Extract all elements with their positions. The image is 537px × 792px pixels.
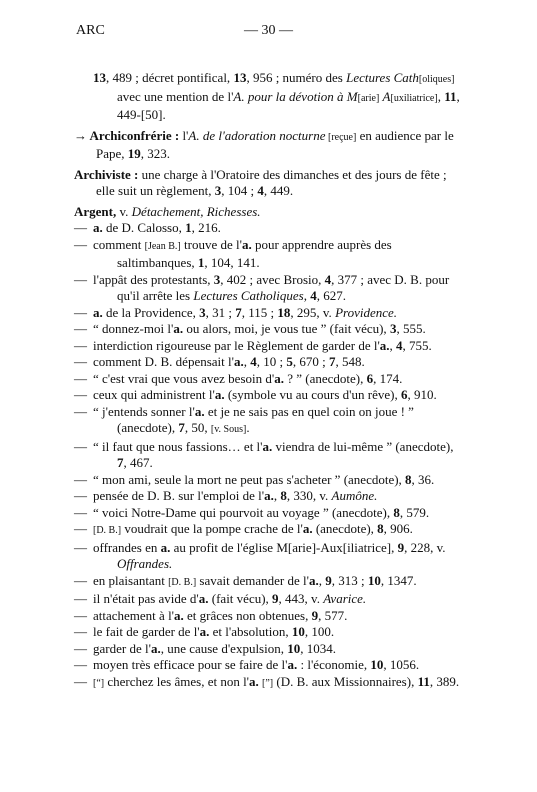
text-run: , 1347. bbox=[380, 572, 417, 588]
text-run: 9 bbox=[325, 572, 332, 588]
text-run: a. bbox=[150, 640, 161, 656]
subentry-dash: — bbox=[74, 607, 87, 623]
text-run: , 489 ; décret pontifical, bbox=[106, 70, 234, 85]
text-run: une charge à l'Oratoire des dimanches et des jours de fête ; elle suit un règlement, bbox=[96, 166, 447, 198]
text-run: a. bbox=[233, 354, 244, 369]
subentry bbox=[74, 338, 464, 355]
text-run: “ c'est vrai que vous avez besoin d' bbox=[93, 370, 275, 386]
text-run: , 1034. bbox=[300, 640, 336, 656]
text-run: → bbox=[74, 127, 90, 143]
text-run: , 389. bbox=[429, 673, 460, 689]
text-run: , 174. bbox=[373, 370, 403, 386]
text-run: a. bbox=[274, 370, 284, 386]
text-run: ceux qui administrent l' bbox=[93, 387, 215, 402]
text-run: “ j'entends sonner l' bbox=[93, 403, 195, 419]
text-run: moyen très efficace pour se faire de l' bbox=[93, 657, 288, 672]
text-run: pensée de D. B. sur l'emploi de l' bbox=[93, 488, 265, 503]
text-run: a. bbox=[308, 572, 319, 588]
text-run: 10 bbox=[291, 624, 305, 639]
text-run: Archiconfrérie : bbox=[89, 127, 180, 143]
text-run: , 36. bbox=[411, 471, 435, 487]
text-run: et grâces non obtenues, bbox=[183, 607, 312, 623]
text-run: 7 bbox=[328, 354, 336, 369]
text-run: en plaisantant bbox=[93, 572, 169, 588]
subentry bbox=[74, 305, 464, 322]
text-run: a. bbox=[214, 387, 225, 402]
text-run: 13 bbox=[93, 70, 106, 85]
text-run: avec une mention de l' bbox=[117, 88, 234, 104]
text-run: 4 bbox=[324, 271, 332, 287]
text-run: , bbox=[318, 572, 326, 588]
text-run: 6 bbox=[366, 370, 374, 386]
page-header bbox=[76, 23, 461, 41]
text-run: attachement à l' bbox=[93, 607, 175, 623]
text-run: Archiviste : bbox=[74, 166, 139, 182]
text-run: 8 bbox=[405, 471, 412, 487]
text-run: v. bbox=[116, 203, 132, 219]
text-run: “ voici Notre-Dame qui pourvoit au voyage ” (anecdote), bbox=[93, 504, 394, 520]
text-run: 9 bbox=[272, 591, 279, 606]
text-run: , 295, v. bbox=[290, 304, 336, 320]
subentry-dash: — bbox=[74, 304, 87, 320]
text-run: [uxiliatrice] bbox=[390, 92, 438, 104]
text-run: . bbox=[246, 420, 250, 435]
text-run: , 50, bbox=[184, 420, 211, 435]
text-run: , bbox=[389, 337, 397, 353]
subentry bbox=[74, 674, 464, 693]
subentry bbox=[74, 505, 464, 522]
subentry-dash: — bbox=[74, 370, 87, 386]
text-run: “ il faut que nous fassions… et l' bbox=[93, 438, 263, 454]
subentry-dash: — bbox=[74, 387, 87, 402]
subentry bbox=[74, 624, 464, 641]
text-run: a. bbox=[264, 488, 274, 503]
subentry bbox=[74, 591, 464, 608]
text-run: (fait vécu), bbox=[208, 591, 273, 606]
text-run: a. bbox=[287, 657, 298, 672]
text-run: , 443, v. bbox=[278, 591, 324, 606]
text-run: a. bbox=[198, 591, 209, 606]
text-run: , bbox=[273, 488, 281, 503]
subentry bbox=[74, 272, 464, 305]
text-run: [reçue] bbox=[325, 131, 357, 143]
text-run: , bbox=[243, 354, 251, 369]
text-run: de la Providence, bbox=[102, 304, 200, 320]
text-run: , 330, v. bbox=[286, 488, 332, 503]
text-run: 19 bbox=[127, 146, 141, 161]
page-number: — 30 — bbox=[244, 23, 293, 38]
subentry-dash: — bbox=[74, 572, 87, 588]
text-run: 4 bbox=[310, 288, 317, 303]
argent-subentries bbox=[74, 220, 464, 692]
text-run: , 577. bbox=[318, 607, 348, 623]
text-run: A. de l'adoration nocturne bbox=[188, 127, 326, 143]
text-run: 11 bbox=[444, 88, 457, 104]
text-run: (anecdote), bbox=[312, 521, 378, 536]
text-run: pour apprendre auprès des saltimbanques, bbox=[117, 236, 392, 270]
subentry-dash: — bbox=[74, 624, 87, 639]
running-head: ARC bbox=[76, 23, 105, 38]
text-run: de D. Calosso, bbox=[102, 220, 186, 235]
text-run: au profit de l'église M[arie]-Aux[iliatrice], bbox=[170, 539, 398, 555]
subentry bbox=[74, 657, 464, 674]
text-run: Argent, bbox=[74, 203, 117, 219]
text-run: Lectures Cath bbox=[346, 70, 419, 85]
text-run: “ donnez-moi l' bbox=[93, 321, 174, 336]
subentry bbox=[74, 439, 464, 472]
text-run: garder de l' bbox=[93, 640, 151, 656]
subentry bbox=[74, 540, 464, 573]
subentry bbox=[74, 387, 464, 404]
text-run: cherchez les âmes, et non l' bbox=[104, 673, 250, 689]
subentry-dash: — bbox=[74, 321, 87, 336]
text-run: , 377 ; avec D. B. pour qu'il arrête les bbox=[117, 271, 450, 303]
text-run: ou alors, moi, je vous tue ” (fait vécu), bbox=[183, 321, 390, 336]
text-run: , 906. bbox=[383, 521, 413, 536]
text-run: a. bbox=[93, 304, 103, 320]
text-run: , 10 ; bbox=[256, 354, 287, 369]
subentry-dash: — bbox=[74, 438, 87, 454]
text-run: Offrandes. bbox=[117, 556, 173, 571]
text-run: [”] bbox=[262, 677, 274, 689]
text-run: 5 bbox=[286, 354, 293, 369]
entry-archiviste bbox=[74, 167, 464, 200]
text-run: , 579. bbox=[399, 504, 430, 520]
text-run: 4 bbox=[257, 183, 264, 198]
text-run: l'appât des protestants, bbox=[93, 271, 214, 287]
text-run: savait demander de l' bbox=[196, 572, 309, 588]
text-run: : l'économie, bbox=[297, 657, 371, 672]
text-run: , 449-[50]. bbox=[117, 88, 460, 122]
text-run: 4 bbox=[250, 354, 257, 369]
text-run: 8 bbox=[393, 504, 400, 520]
text-run: 8 bbox=[377, 521, 384, 536]
text-run: , 313 ; bbox=[331, 572, 368, 588]
text-run: , 402 ; avec Brosio, bbox=[220, 271, 325, 287]
text-run: 3 bbox=[389, 321, 397, 336]
subentry-dash: — bbox=[74, 236, 87, 252]
text-run: viendra de lui-même ” (anecdote), bbox=[272, 438, 454, 454]
text-run: , 755. bbox=[402, 337, 432, 353]
text-run: 8 bbox=[280, 488, 287, 503]
text-run: , 323. bbox=[140, 146, 171, 161]
text-run: , 548. bbox=[335, 354, 365, 369]
text-run: , bbox=[437, 88, 445, 104]
subentry bbox=[74, 237, 464, 272]
text-run: [Jean B.] bbox=[144, 240, 181, 252]
text-run: , 670 ; bbox=[292, 354, 329, 369]
text-run: , 100. bbox=[304, 624, 335, 639]
text-run: , 467. bbox=[123, 455, 153, 470]
text-run: a. bbox=[302, 521, 313, 536]
subentry-dash: — bbox=[74, 471, 87, 487]
text-run: , 627. bbox=[316, 288, 346, 303]
text-run: ? ” (anecdote), bbox=[283, 370, 367, 386]
text-run: 3 bbox=[213, 271, 221, 287]
text-run: , bbox=[303, 288, 311, 303]
text-run: , 216. bbox=[191, 220, 221, 235]
text-run: , 104 ; bbox=[221, 183, 258, 198]
text-run: a. bbox=[173, 321, 184, 336]
text-run: 1 bbox=[197, 255, 205, 270]
text-run: a. bbox=[241, 236, 252, 252]
subentry bbox=[74, 354, 464, 371]
text-run: 6 bbox=[400, 387, 408, 402]
text-run: 9 bbox=[311, 607, 319, 623]
text-run: , 449. bbox=[263, 183, 294, 198]
text-run: , 228, v. bbox=[404, 539, 446, 555]
entry-argent-heading bbox=[74, 204, 464, 221]
text-run: le fait de garder de l' bbox=[93, 624, 200, 639]
text-run: 1 bbox=[185, 220, 192, 235]
text-run: [v. Sous] bbox=[210, 424, 247, 435]
text-run: 10 bbox=[287, 640, 301, 656]
subentry-dash: — bbox=[74, 337, 87, 353]
subentry bbox=[74, 321, 464, 338]
subentry-dash: — bbox=[74, 403, 87, 419]
subentry-dash: — bbox=[74, 354, 87, 369]
subentry-dash: — bbox=[74, 591, 87, 606]
text-run: offrandes en bbox=[93, 539, 161, 555]
subentry-dash: — bbox=[74, 657, 87, 672]
subentry-dash: — bbox=[74, 673, 87, 689]
text-run: comment D. B. dépensait l' bbox=[93, 354, 234, 369]
text-run: l' bbox=[179, 127, 189, 143]
text-run: 3 bbox=[214, 183, 222, 198]
text-run: , une cause d'expulsion, bbox=[160, 640, 288, 656]
text-run: [oliques] bbox=[418, 74, 455, 85]
text-run: 9 bbox=[397, 539, 405, 555]
text-run: A bbox=[382, 88, 391, 104]
subentry-dash: — bbox=[74, 521, 87, 536]
text-run: a. bbox=[249, 673, 259, 689]
text-run: a. bbox=[199, 624, 210, 639]
subentry bbox=[74, 220, 464, 237]
text-run: a. bbox=[160, 539, 171, 555]
text-run: 13 bbox=[233, 70, 247, 85]
subentry bbox=[74, 404, 464, 439]
text-run: [arie] bbox=[357, 92, 380, 104]
text-run: comment bbox=[93, 236, 145, 252]
text-run: “ mon ami, seule la mort ne peut pas s'acheter ” (anecdote), bbox=[93, 471, 406, 487]
text-run: A. pour la dévotion à M bbox=[233, 88, 358, 104]
subentry-dash: — bbox=[74, 220, 87, 235]
text-run: 18 bbox=[277, 304, 291, 320]
text-run: 3 bbox=[199, 304, 206, 320]
text-run: 7 bbox=[178, 420, 185, 435]
subentry bbox=[74, 488, 464, 505]
entry-continuation bbox=[74, 70, 464, 124]
subentry bbox=[74, 521, 464, 540]
text-run: il n'était pas avide d' bbox=[93, 591, 199, 606]
subentry-dash: — bbox=[74, 271, 87, 287]
subentry-dash: — bbox=[74, 504, 87, 520]
text-run: , 115 ; bbox=[241, 304, 278, 320]
text-run: a. bbox=[93, 220, 103, 235]
text-run: et l'absolution, bbox=[209, 624, 292, 639]
text-run: [D. B.] bbox=[93, 525, 122, 536]
subentry-dash: — bbox=[74, 488, 87, 503]
text-run: , 555. bbox=[396, 321, 426, 336]
text-run: et je ne sais pas en quel coin on joue ! ” (anecdote), bbox=[117, 403, 414, 435]
subentry bbox=[74, 608, 464, 625]
text-run: [D. B.] bbox=[168, 576, 197, 588]
text-run: Avarice. bbox=[323, 591, 367, 606]
subentry bbox=[74, 573, 464, 592]
subentry bbox=[74, 371, 464, 388]
subentry-dash: — bbox=[74, 539, 87, 555]
text-run: 7 bbox=[117, 455, 124, 470]
text-run: , 1056. bbox=[383, 657, 420, 672]
text-run: en audience par le Pape, bbox=[96, 127, 454, 161]
text-run: (D. B. aux Missionnaires), bbox=[273, 673, 418, 689]
text-run: 10 bbox=[370, 657, 384, 672]
text-run: Lectures Catholiques bbox=[193, 288, 304, 303]
text-run: , 104, 141. bbox=[204, 255, 260, 270]
entry-archiconfrerie bbox=[74, 128, 464, 163]
text-run: Providence. bbox=[335, 304, 398, 320]
text-run: Aumône. bbox=[331, 488, 378, 503]
text-run: 7 bbox=[235, 304, 242, 320]
text-run: interdiction rigoureuse par le Règlement de garder de l' bbox=[93, 337, 380, 353]
index-content bbox=[74, 70, 464, 692]
text-run: 10 bbox=[367, 572, 381, 588]
text-run: , 31 ; bbox=[205, 304, 236, 320]
text-run: voudrait que la pompe crache de l' bbox=[121, 521, 303, 536]
text-run: a. bbox=[174, 607, 184, 623]
text-run: , 956 ; numéro des bbox=[246, 70, 347, 85]
text-run: Détachement, Richesses. bbox=[131, 203, 261, 219]
text-run: 4 bbox=[396, 337, 403, 353]
text-run: a. bbox=[379, 337, 390, 353]
subentry-dash: — bbox=[74, 640, 87, 656]
subentry bbox=[74, 472, 464, 489]
text-run: a. bbox=[194, 403, 205, 419]
text-run: a. bbox=[262, 438, 273, 454]
text-run: (symbole vu au cours d'un rêve), bbox=[224, 387, 401, 402]
text-run: 11 bbox=[417, 673, 430, 689]
text-run: [“] bbox=[93, 677, 105, 689]
subentry bbox=[74, 641, 464, 658]
text-run: trouve de l' bbox=[180, 236, 242, 252]
text-run: , 910. bbox=[407, 387, 437, 402]
